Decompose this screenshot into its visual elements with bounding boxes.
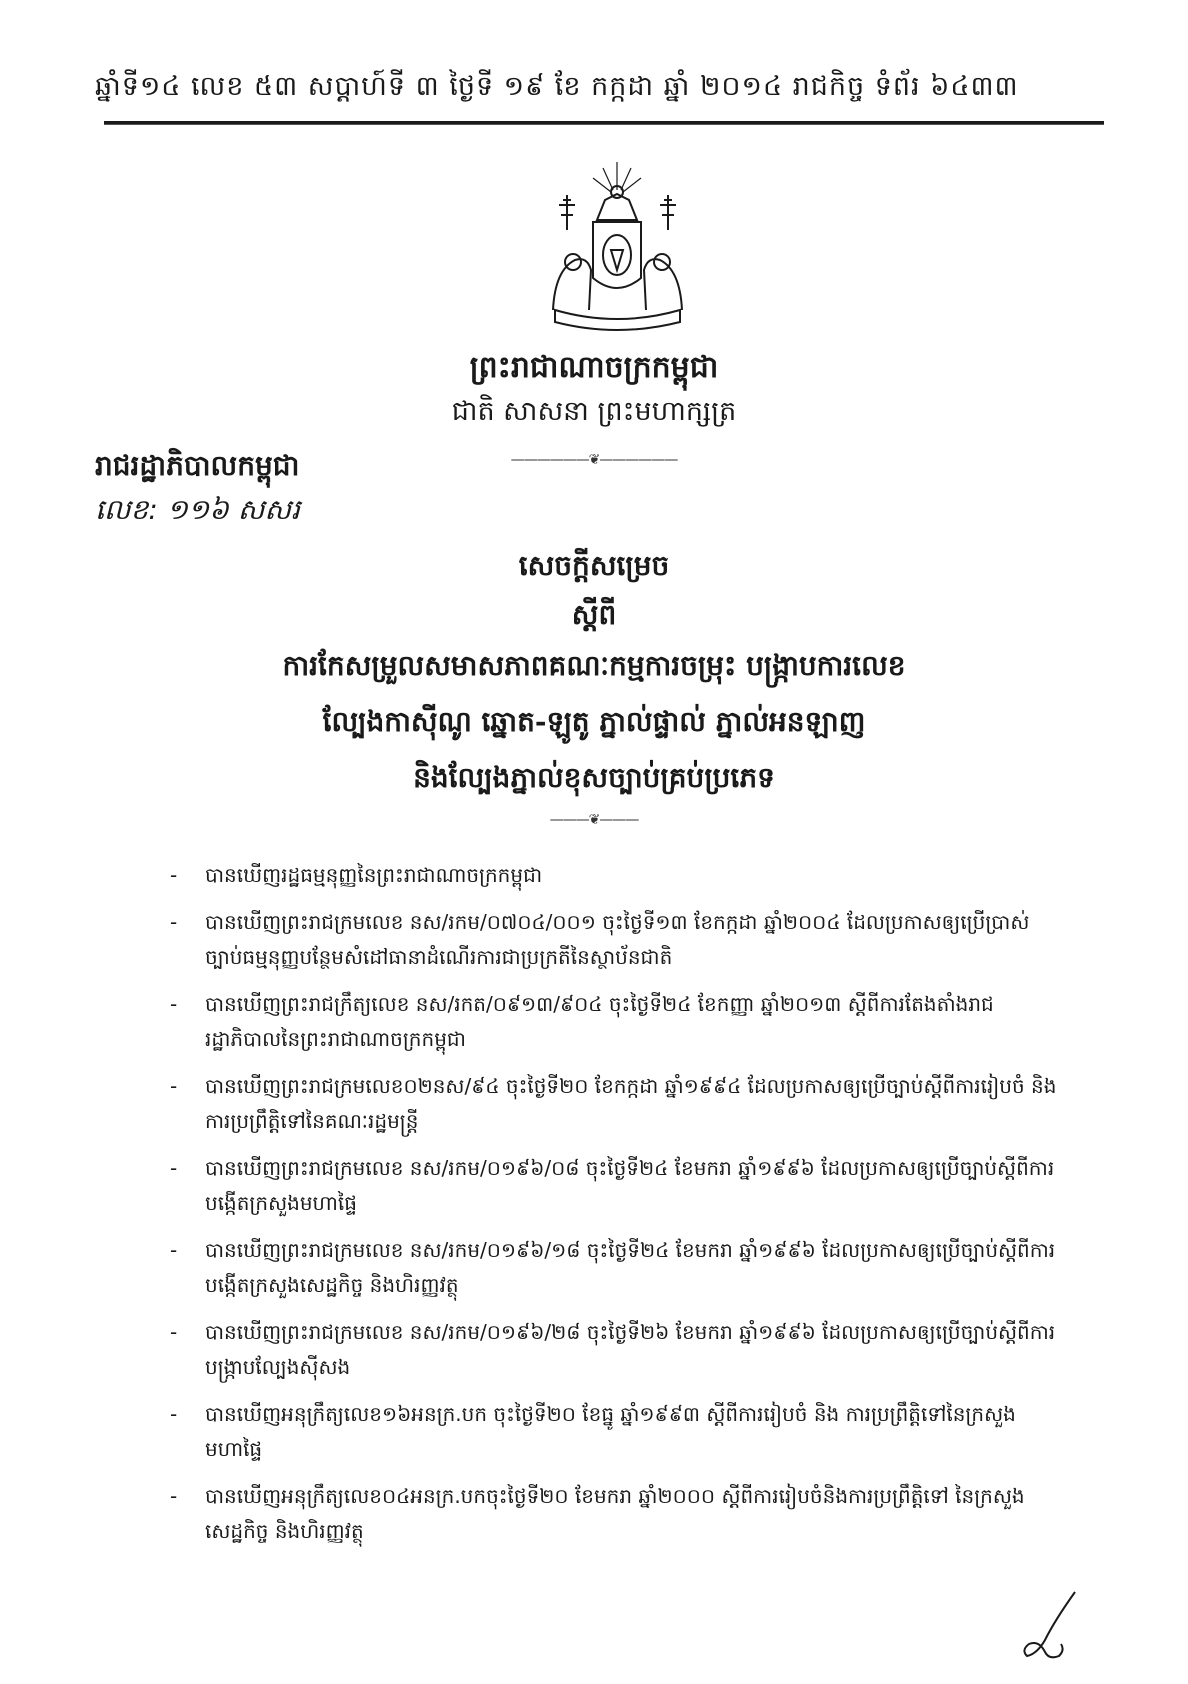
consideration-text: បានឃើញរដ្ឋធម្មនុញ្ញនៃព្រះរាជាណាចក្រកម្ពុជា: [205, 863, 543, 887]
decision-title: សេចក្តីសម្រេច: [518, 549, 670, 582]
ornament-divider: ———❦———: [549, 812, 639, 828]
header-rule: [104, 121, 1104, 125]
kingdom-motto: ជាតិ សាសនា ព្រះមហាក្សត្រ: [451, 396, 737, 427]
decision-subject-line-2: ល្បែងកាស៊ីណូ ឆ្នោត-ឡូតូ ភ្នាល់ផ្ទាល់ ភ្នាល់អនឡាញ: [322, 705, 866, 738]
list-item: - បានឃើញរដ្ឋធម្មនុញ្ញនៃព្រះរាជាណាចក្រកម្ពុជា: [170, 863, 543, 887]
list-item: - បានឃើញព្រះរាជក្រមលេខ នស/រកម/០១៩៦/១៨ ចុះថ្ងៃទី២៤ ខែមករា ឆ្នាំ១៩៩៦ ដែលប្រកាសឲ្យប្រើច្បាប់ស្តីពីការបង្កើតក្រសួងសេដ្ឋកិច្ច និងហិរញ្ញវត្ថុ: [170, 1238, 1056, 1297]
consideration-text: បានឃើញអនុក្រឹត្យលេខ១៦អនក្រ.បក ចុះថ្ងៃទី២០ ខែធ្នូ ឆ្នាំ១៩៩៣ ស្តីពីការរៀបចំ និង ការប្រព្រឹត្តិទៅនៃក្រសួងមហាផ្ទៃ: [205, 1402, 1016, 1461]
gazette-header: ឆ្នាំទី១៤ លេខ ៥៣ សប្តាហ៍ទី ៣ ថ្ងៃទី ១៩ ខែ កក្កដា ឆ្នាំ ២០១៤ រាជកិច្ច ទំព័រ ៦៤៣៣: [95, 71, 1019, 102]
list-item: - បានឃើញព្រះរាជក្រមលេខ នស/រកម/០១៩៦/២៨ ចុះថ្ងៃទី២៦ ខែមករា ឆ្នាំ១៩៩៦ ដែលប្រកាសឲ្យប្រើច្បាប់ស្តីពីការបង្ក្រាបល្បែងស៊ីសង: [170, 1320, 1056, 1379]
consideration-text: បានឃើញព្រះរាជក្រមលេខ នស/រកម/០៧០៤/០០១ ចុះថ្ងៃទី១៣ ខែកក្កដា ឆ្នាំ២០០៤ ដែលប្រកាសឲ្យប្រើប្រាស់ច្បាប់ធម្មនុញ្ញបន្ថែមសំដៅធានាដំណើរការជាប្រក្រតីនៃស្ថាប័នជាតិ: [205, 910, 1030, 969]
list-item: - បានឃើញអនុក្រឹត្យលេខ១៦អនក្រ.បក ចុះថ្ងៃទី២០ ខែធ្នូ ឆ្នាំ១៩៩៣ ស្តីពីការរៀបចំ និង ការប្រព្រឹត្តិទៅនៃក្រសួងមហាផ្ទៃ: [170, 1402, 1016, 1461]
list-item: - បានឃើញព្រះរាជក្រមលេខ នស/រកម/០១៩៦/០៨ ចុះថ្ងៃទី២៤ ខែមករា ឆ្នាំ១៩៩៦ ដែលប្រកាសឲ្យប្រើច្បាប់ស្តីពីការបង្កើតក្រសួងមហាផ្ទៃ: [170, 1156, 1055, 1215]
list-item: - បានឃើញព្រះរាជក្រឹត្យលេខ នស/រកត/០៩១៣/៩០៤ ចុះថ្ងៃទី២៤ ខែកញ្ញា ឆ្នាំ២០១៣ ស្តីពីការតែងតាំងរាជរដ្ឋាភិបាលនៃព្រះរាជាណាចក្រកម្ពុជា: [170, 992, 994, 1051]
considerations-list: [170, 858, 1060, 1561]
kingdom-name: ព្រះរាជាណាចក្រកម្ពុជា: [469, 350, 719, 385]
consideration-text: បានឃើញព្រះរាជក្រមលេខ០២នស/៩៤ ចុះថ្ងៃទី២០ ខែកក្កដា ឆ្នាំ១៩៩៤ ដែលប្រកាសឲ្យប្រើច្បាប់ស្តីពីការរៀបចំ និងការប្រព្រឹត្តិទៅនៃគណៈរដ្ឋមន្ត្រី: [205, 1074, 1057, 1133]
consideration-text: បានឃើញព្រះរាជក្រមលេខ នស/រកម/០១៩៦/២៨ ចុះថ្ងៃទី២៦ ខែមករា ឆ្នាំ១៩៩៦ ដែលប្រកាសឲ្យប្រើច្បាប់ស្តីពីការបង្ក្រាបល្បែងស៊ីសង: [205, 1320, 1056, 1379]
ornament-divider: ——————❦——————: [510, 452, 678, 468]
list-item: - បានឃើញព្រះរាជក្រមលេខ នស/រកម/០៧០៤/០០១ ចុះថ្ងៃទី១៣ ខែកក្កដា ឆ្នាំ២០០៤ ដែលប្រកាសឲ្យប្រើប្រាស់ច្បាប់ធម្មនុញ្ញបន្ថែមសំដៅធានាដំណើរការជាប្រក្រតីនៃស្ថាប័នជាតិ: [170, 910, 1030, 969]
decision-subject-line-1: ការកែសម្រួលសមាសភាពគណៈកម្មការចម្រុះ បង្ក្រាបការលេខ: [282, 649, 906, 682]
consideration-text: បានឃើញព្រះរាជក្រមលេខ នស/រកម/០១៩៦/១៨ ចុះថ្ងៃទី២៤ ខែមករា ឆ្នាំ១៩៩៦ ដែលប្រកាសឲ្យប្រើច្បាប់ស្តីពីការបង្កើតក្រសួងសេដ្ឋកិច្ច និងហិរញ្ញវត្ថុ: [205, 1238, 1056, 1297]
decision-about: ស្តីពី: [571, 598, 617, 631]
decision-subject-line-3: និងល្បែងភ្នាល់ខុសច្បាប់គ្រប់ប្រភេទ: [413, 761, 775, 794]
reference-number: លេខ: ១១៦ សសរ: [95, 493, 300, 526]
issuer-name: រាជរដ្ឋាភិបាលកម្ពុជា: [95, 449, 300, 482]
royal-coat-of-arms-icon: [545, 160, 690, 335]
list-item: - បានឃើញព្រះរាជក្រមលេខ០២នស/៩៤ ចុះថ្ងៃទី២០ ខែកក្កដា ឆ្នាំ១៩៩៤ ដែលប្រកាសឲ្យប្រើច្បាប់ស្តីពីការរៀបចំ និងការប្រព្រឹត្តិទៅនៃគណៈរដ្ឋមន្ត្រី: [170, 1074, 1057, 1133]
consideration-text: បានឃើញព្រះរាជក្រមលេខ នស/រកម/០១៩៦/០៨ ចុះថ្ងៃទី២៤ ខែមករា ឆ្នាំ១៩៩៦ ដែលប្រកាសឲ្យប្រើច្បាប់ស្តីពីការបង្កើតក្រសួងមហាផ្ទៃ: [205, 1156, 1055, 1215]
signature-initial-icon: [1015, 1590, 1085, 1670]
consideration-text: បានឃើញព្រះរាជក្រឹត្យលេខ នស/រកត/០៩១៣/៩០៤ ចុះថ្ងៃទី២៤ ខែកញ្ញា ឆ្នាំ២០១៣ ស្តីពីការតែងតាំងរាជរដ្ឋាភិបាលនៃព្រះរាជាណាចក្រកម្ពុជា: [205, 992, 994, 1051]
list-item: - បានឃើញអនុក្រឹត្យលេខ០៤អនក្រ.បកចុះថ្ងៃទី២០ ខែមករា ឆ្នាំ២០០០ ស្តីពីការរៀបចំនិងការប្រព្រឹត្តិទៅ នៃក្រសួងសេដ្ឋកិច្ច និងហិរញ្ញវត្ថុ: [170, 1484, 1025, 1543]
consideration-text: បានឃើញអនុក្រឹត្យលេខ០៤អនក្រ.បកចុះថ្ងៃទី២០ ខែមករា ឆ្នាំ២០០០ ស្តីពីការរៀបចំនិងការប្រព្រឹត្តិទៅ នៃក្រសួងសេដ្ឋកិច្ច និងហិរញ្ញវត្ថុ: [205, 1484, 1025, 1543]
